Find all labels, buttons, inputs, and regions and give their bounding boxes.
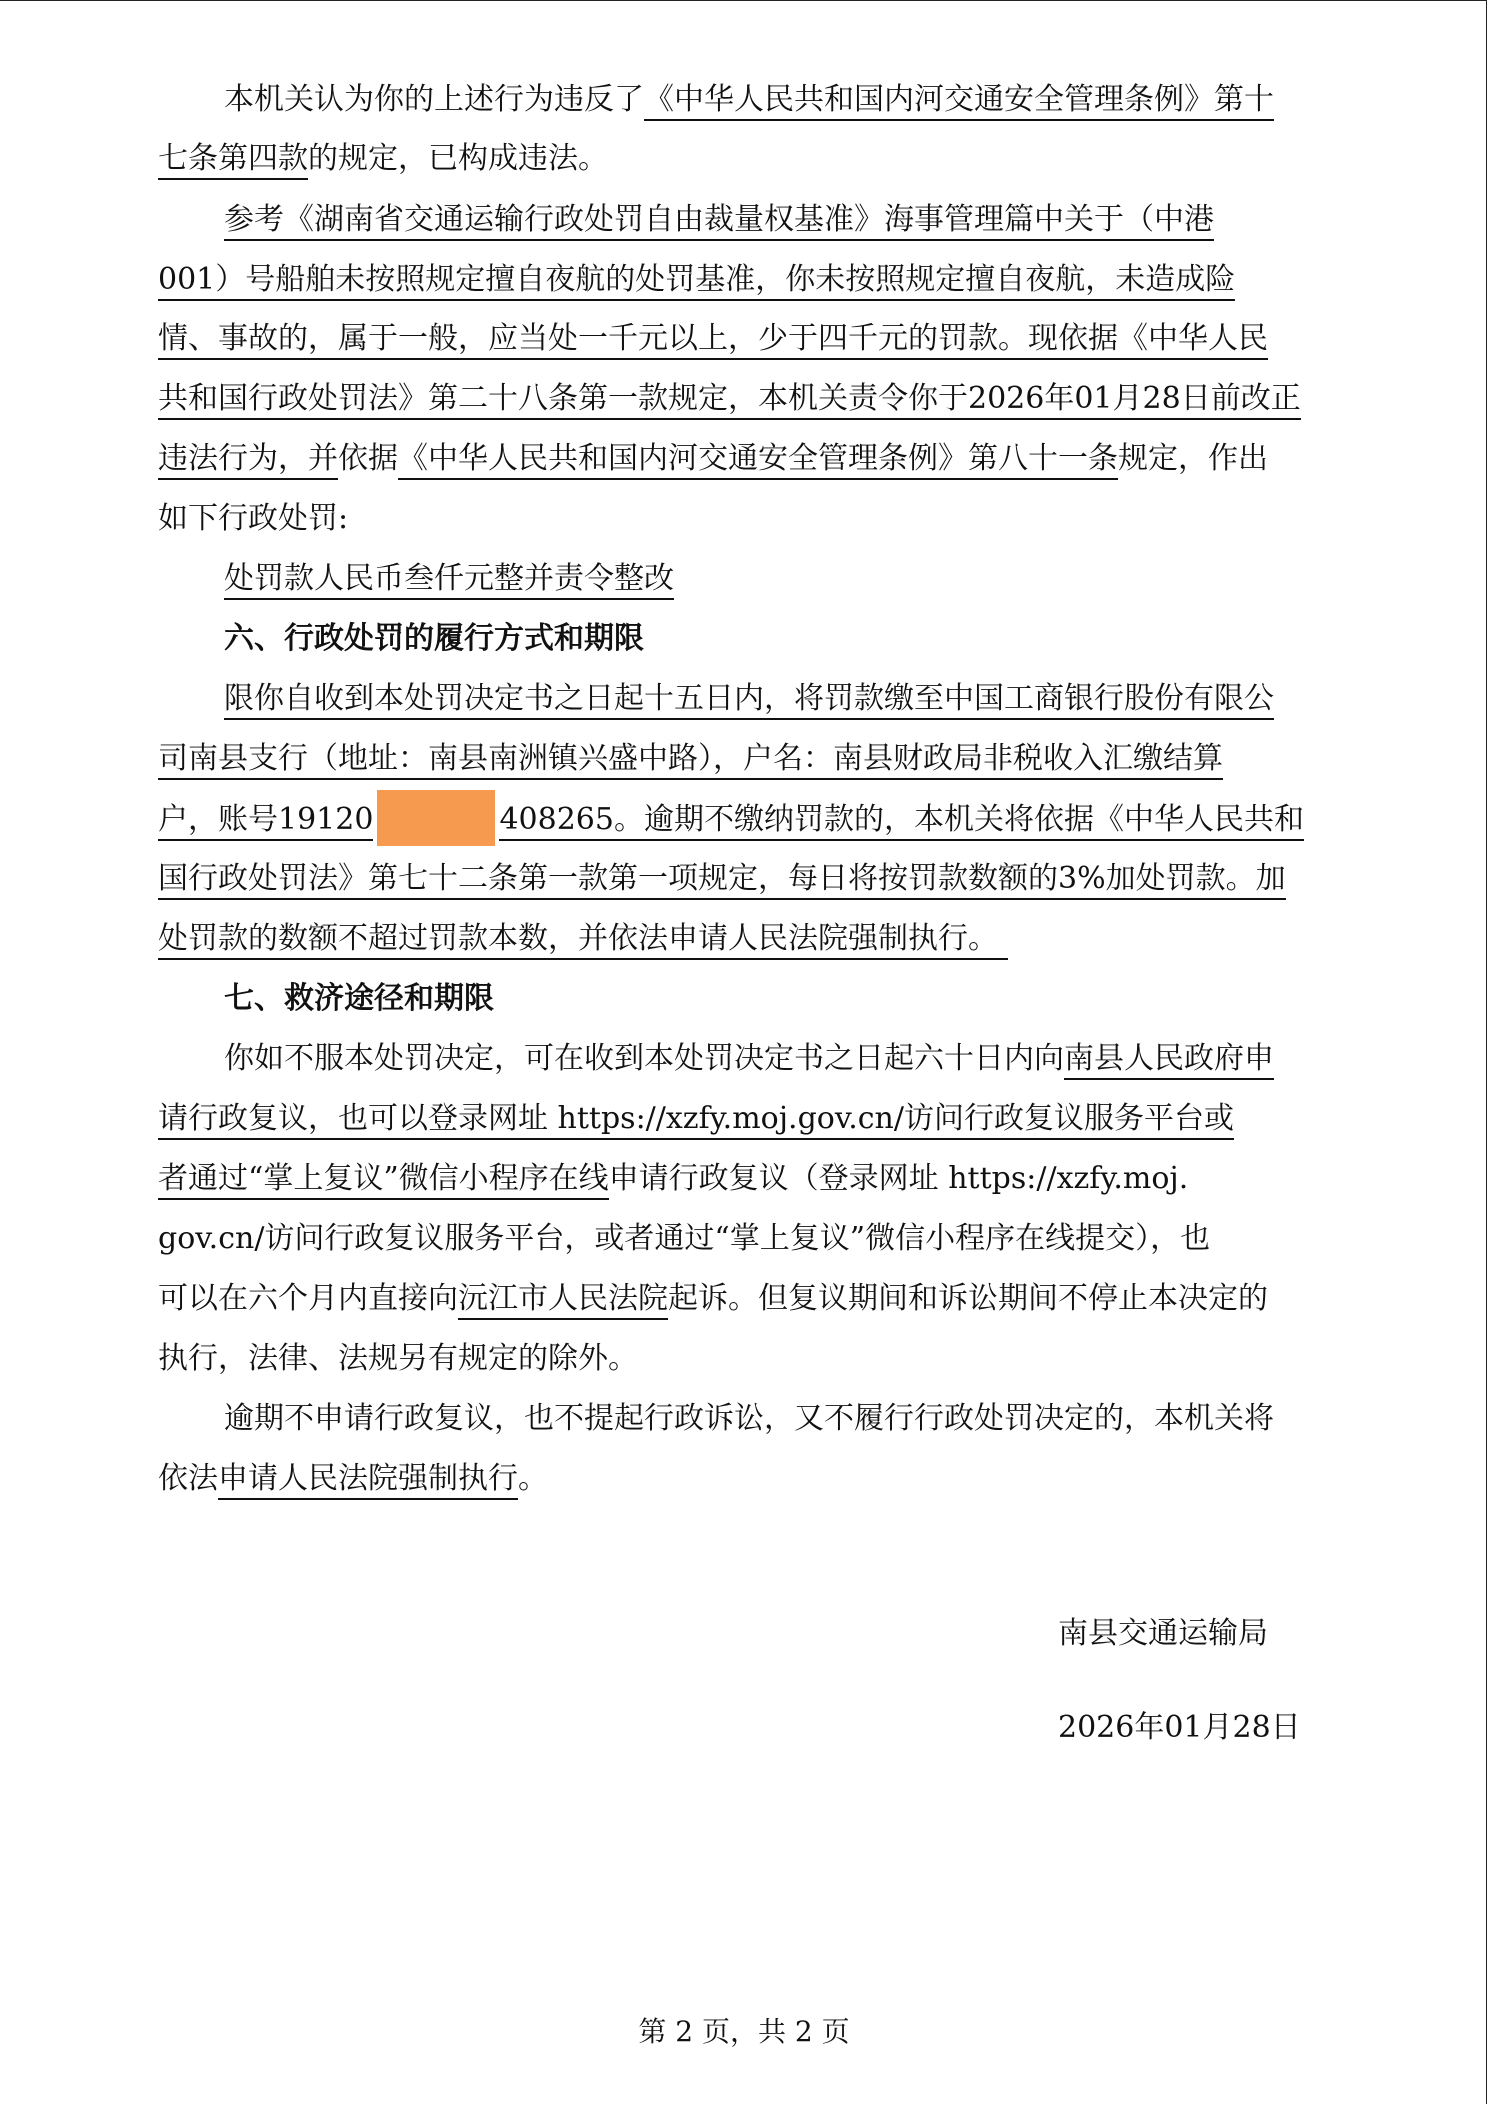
signature-date: 2026年01月28日 (1058, 1710, 1301, 1745)
underlined-text: 申请人民法院强制执行 (218, 1461, 518, 1500)
underlined-text: 001）号船舶未按照规定擅自夜航的处罚基准，你未按照规定擅自夜航，未造成险 (158, 262, 1235, 301)
heading-text: 七、救济途径和期限 (224, 981, 494, 1016)
text-span: 如下行政处罚: (158, 501, 349, 536)
underlined-text: 沅江市人民法院 (458, 1281, 668, 1320)
text-span: gov.cn/访问行政复议服务平台，或者通过“掌上复议”微信小程序在线提交），也 (158, 1221, 1211, 1256)
underlined-text: 限你自收到本处罚决定书之日起十五日内，将罚款缴至中国工商银行股份有限公 (224, 681, 1274, 720)
para-violation-line-1 (224, 74, 1408, 126)
para-basis-line-2 (158, 254, 1408, 306)
page-footer: 第 2 页，共 2 页 (638, 2015, 850, 2048)
underlined-text: 者通过“掌上复议”微信小程序在线 (158, 1161, 609, 1200)
text-span: 你如不服本处罚决定，可在收到本处罚决定书之日起六十日内向 (224, 1041, 1064, 1076)
text-span: 规定，作出 (1118, 441, 1268, 476)
heading-text: 六、行政处罚的履行方式和期限 (224, 621, 644, 656)
redaction-block (377, 790, 495, 846)
section-heading-6 (224, 613, 1408, 665)
para-basis-line-6 (158, 493, 1408, 545)
para-remedy-line-1 (224, 1033, 1408, 1085)
para-basis-line-1 (224, 194, 1408, 246)
underlined-text: 参考《湖南省交通运输行政处罚自由裁量权基准》海事管理篇中关于（中港 (224, 202, 1214, 241)
text-span: 逾期不申请行政复议，也不提起行政诉讼，又不履行行政处罚决定的，本机关将 (224, 1401, 1274, 1436)
underlined-text: 国行政处罚法》第七十二条第一款第一项规定，每日将按罚款数额的3%加处罚款。加 (158, 861, 1286, 900)
text-span: 本机关认为你的上述行为违反了 (224, 82, 644, 117)
penalty-line (224, 553, 1408, 605)
underlined-text: 处罚款人民币叁仟元整并责令整改 (224, 561, 674, 600)
underlined-text: 违法行为，并 (158, 441, 338, 480)
underlined-text: 司南县支行（地址：南县南洲镇兴盛中路），户名：南县财政局非税收入汇缴结算 (158, 741, 1223, 780)
underlined-text: 《中华人民共和国内河交通安全管理条例》第十 (644, 82, 1274, 121)
text-span: 依法 (158, 1461, 218, 1496)
signature-agency: 南县交通运输局 (1058, 1616, 1268, 1651)
underlined-text: 七条第四款 (158, 141, 308, 180)
para-basis-line-5 (158, 433, 1408, 485)
text-span: 起诉。但复议期间和诉讼期间不停止本决定的 (668, 1281, 1268, 1316)
para-payment-line-1 (224, 673, 1408, 725)
section-heading-7 (224, 973, 1408, 1025)
underlined-text: 处罚款的数额不超过罚款本数，并依法申请人民法院强制执行。 (158, 921, 1008, 960)
para-enforcement-line-1 (224, 1393, 1408, 1445)
underlined-text: 共和国行政处罚法》第二十八条第一款规定，本机关责令你于2026年01月28日前改正 (158, 381, 1301, 420)
text-span: 的规定，已构成违法。 (308, 141, 608, 176)
underlined-text: 408265。逾期不缴纳罚款的，本机关将依据《中华人民共和 (499, 802, 1304, 841)
para-violation-line-2 (158, 133, 1408, 185)
para-basis-line-4 (158, 373, 1408, 425)
para-remedy-line-4 (158, 1213, 1408, 1265)
para-remedy-line-5 (158, 1273, 1408, 1325)
underlined-text: 户，账号19120 (158, 802, 373, 841)
text-span: 执行，法律、法规另有规定的除外。 (158, 1341, 638, 1376)
para-remedy-line-2 (158, 1093, 1408, 1145)
text-span: 依据 (338, 441, 398, 476)
text-span: 申请行政复议（登录网址 https://xzfy.moj. (608, 1161, 1189, 1196)
underlined-text: 请行政复议，也可以登录网址 https://xzfy.moj.gov.cn/访问行政复议服务平台或 (158, 1101, 1234, 1140)
underlined-text: 南县人民政府申 (1064, 1041, 1274, 1080)
para-payment-line-4 (158, 853, 1408, 905)
para-basis-line-3 (158, 313, 1408, 365)
para-remedy-line-6 (158, 1333, 1408, 1385)
para-remedy-line-3 (158, 1153, 1408, 1205)
para-payment-line-3 (158, 793, 1408, 845)
text-span: 可以在六个月内直接向 (158, 1281, 458, 1316)
underlined-text: 现依据《中华人民 (1028, 321, 1268, 360)
para-enforcement-line-2 (158, 1453, 1408, 1505)
para-payment-line-2 (158, 733, 1408, 785)
para-payment-line-5 (158, 913, 1408, 965)
underlined-text: 《中华人民共和国内河交通安全管理条例》第八十一条 (398, 441, 1118, 480)
text-span: 。 (518, 1461, 548, 1496)
underlined-text: 情、事故的，属于一般，应当处一千元以上，少于四千元的罚款。 (158, 321, 1028, 360)
